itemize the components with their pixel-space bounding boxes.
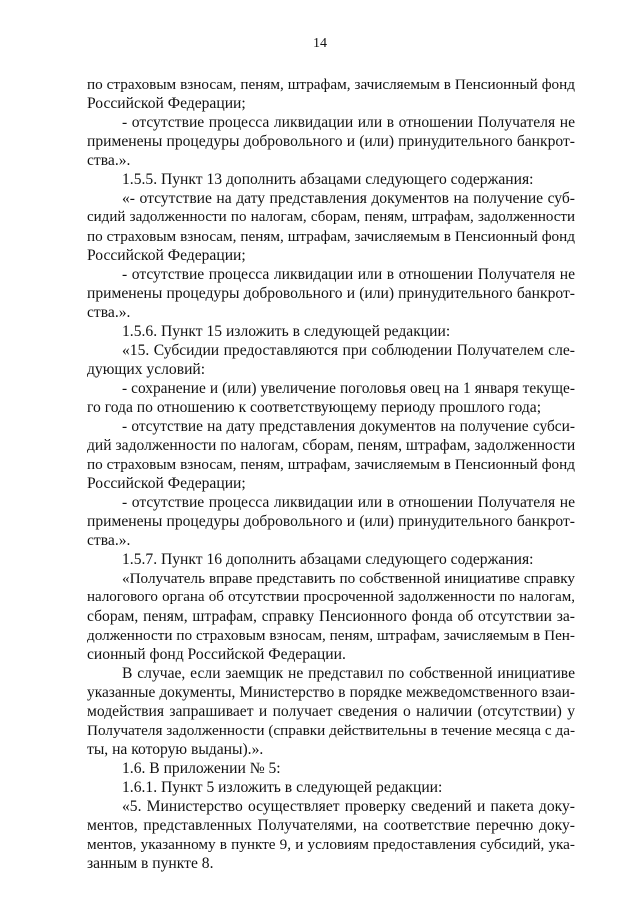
text-line: применены процедуры добровольного и (или) принудительного банкрот-: [87, 513, 575, 530]
text-line: ментов, указанному в пункте 9, и условиям предоставления субсидий, ука-: [87, 836, 575, 853]
text-line: дий задолженности по налогам, сборам, пеням, штрафам, задолженности: [87, 437, 575, 454]
text-line: Российской Федерации;: [87, 247, 246, 264]
text-line: «Получатель вправе представить по собственной инициативе справку: [122, 570, 575, 587]
text-line: 1.6.1. Пункт 5 изложить в следующей редакции:: [122, 779, 443, 796]
text-line: по страховым взносам, пеням, штрафам, зачисляемым в Пенсионный фонд: [87, 228, 575, 245]
page-number: 14: [313, 36, 327, 51]
text-line: 1.5.6. Пункт 15 изложить в следующей редакции:: [122, 323, 451, 340]
text-line: - сохранение и (или) увеличение поголовья овец на 1 января текуще-: [122, 380, 575, 397]
text-line: Российской Федерации;: [87, 475, 246, 492]
text-line: «15. Субсидии предоставляются при соблюдении Получателем сле-: [122, 342, 575, 359]
text-line: ства.».: [87, 152, 131, 169]
text-line: сионный фонд Российской Федерации.: [87, 646, 346, 663]
text-line: «- отсутствие на дату представления документов на получение суб-: [122, 190, 575, 207]
text-line: Получателя задолженности (справки действительны в течение месяца с да-: [87, 722, 575, 739]
text-line: го года по отношению к соответствующему периоду прошлого года;: [87, 399, 542, 416]
text-line: - отсутствие процесса ликвидации или в отношении Получателя не: [122, 114, 575, 131]
text-line: дующих условий:: [87, 361, 206, 378]
text-line: 1.5.5. Пункт 13 дополнить абзацами следующего содержания:: [122, 171, 534, 188]
text-line: - отсутствие процесса ликвидации или в отношении Получателя не: [122, 494, 575, 511]
text-line: Российской Федерации;: [87, 95, 246, 112]
text-line: - отсутствие на дату представления документов на получение субси-: [122, 418, 575, 435]
text-line: по страховым взносам, пеням, штрафам, зачисляемым в Пенсионный фонд: [87, 76, 575, 93]
text-line: 1.5.7. Пункт 16 дополнить абзацами следующего содержания:: [122, 551, 534, 568]
text-line: по страховым взносам, пеням, штрафам, зачисляемым в Пенсионный фонд: [87, 456, 575, 473]
document-body: [87, 75, 575, 873]
text-line: - отсутствие процесса ликвидации или в отношении Получателя не: [122, 266, 575, 283]
text-line: «5. Министерство осуществляет проверку сведений и пакета доку-: [122, 798, 575, 815]
text-line: ментов, представленных Получателями, на соответствие перечню доку-: [87, 817, 575, 834]
text-line: указанные документы, Министерство в порядке межведомственного взаи-: [87, 684, 575, 701]
text-line: В случае, если заемщик не представил по собственной инициативе: [122, 665, 575, 682]
text-line: 1.6. В приложении № 5:: [122, 760, 281, 777]
text-line: сидий задолженности по налогам, сборам, пеням, штрафам, задолженности: [87, 209, 575, 225]
text-line: ты, на которую выданы).».: [87, 741, 264, 758]
text-line: долженности по страховым взносам, пеням, штрафам, зачисляемым в Пен-: [87, 627, 575, 644]
text-line: ства.».: [87, 532, 131, 549]
text-line: налогового органа об отсутствии просроченной задолженности по налогам,: [87, 589, 575, 605]
text-line: сборам, пеням, штрафам, справку Пенсионного фонда об отсутствии за-: [87, 608, 575, 625]
text-line: занным в пункте 8.: [87, 855, 214, 872]
text-line: модействия запрашивает и получает сведения о наличии (отсутствии) у: [87, 703, 575, 720]
text-line: применены процедуры добровольного и (или) принудительного банкрот-: [87, 285, 575, 302]
text-line: ства.».: [87, 304, 131, 321]
text-line: применены процедуры добровольного и (или) принудительного банкрот-: [87, 133, 575, 150]
